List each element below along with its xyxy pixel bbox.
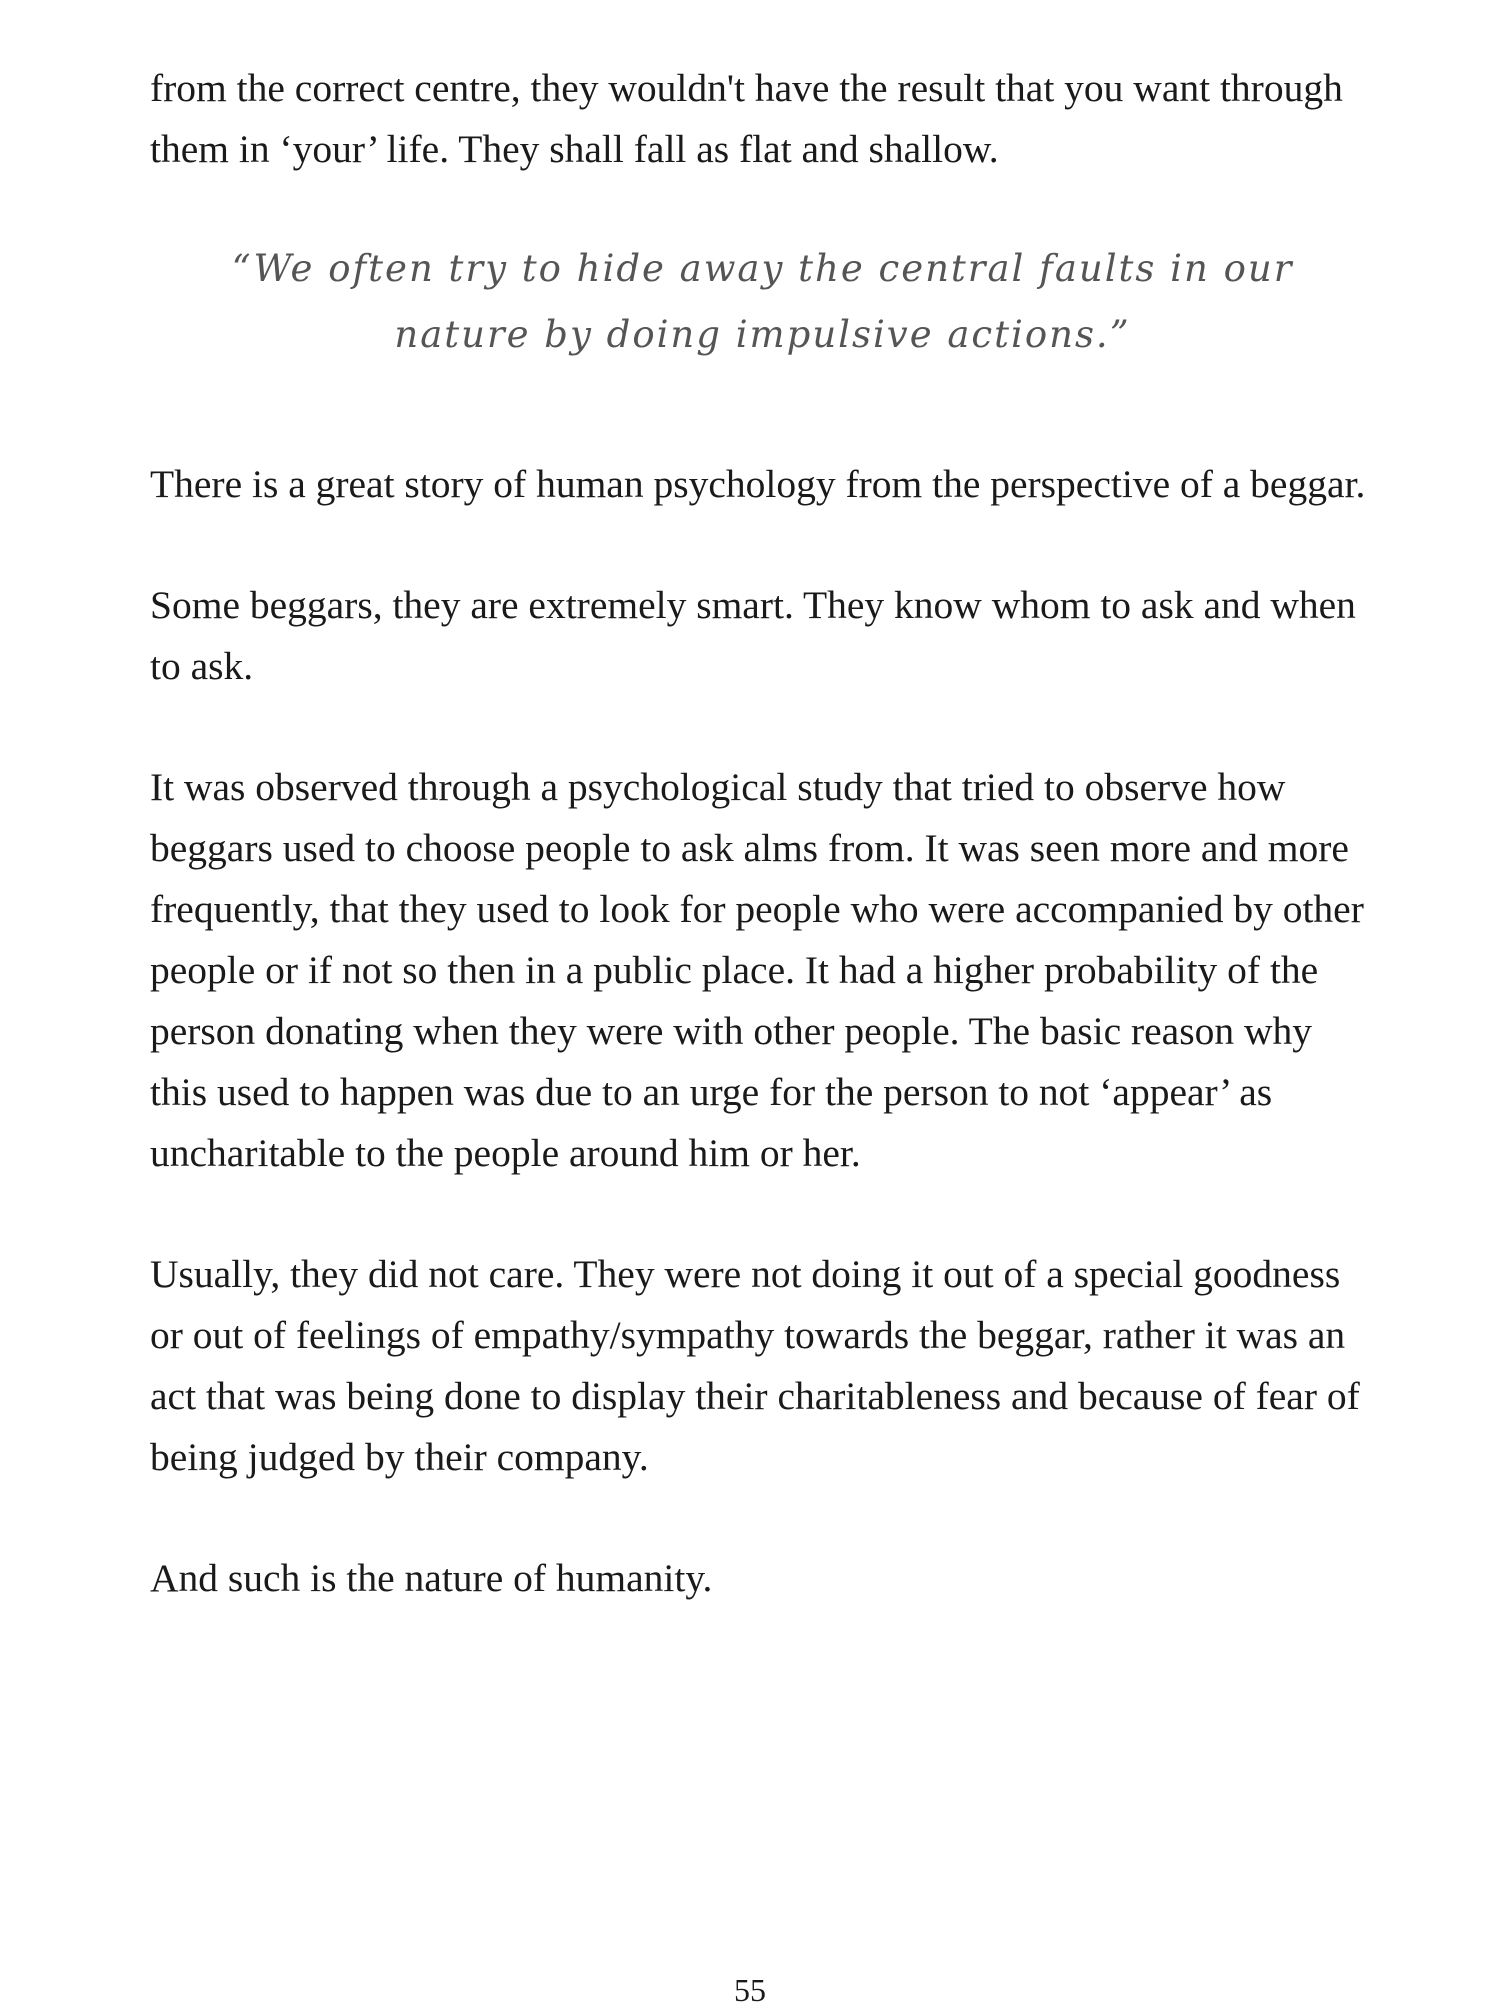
page-number: 55 bbox=[734, 1972, 766, 2008]
paragraph-psychological-study: It was observed through a psychological study that tried to observe how beggars used to choose people to ask alms from. It was seen more and more frequently, that they used to look for people who were accompanied by other people or if not so then in a public place. It had a higher probability of the person donating when they were with other people. The basic reason why this used to happen was due to an urge for the person to not ‘appear’ as uncharitable to the people around him or her. bbox=[150, 765, 1364, 1175]
page-body bbox=[150, 58, 1375, 1609]
paragraph-did-not-care: Usually, they did not care. They were not doing it out of a special goodness or out of feelings of empathy/sympathy towards the beggar, rather it was an act that was being done to display their charitableness and because of fear of being judged by their company. bbox=[150, 1252, 1360, 1479]
paragraph-smart-beggars: Some beggars, they are extremely smart. They know whom to ask and when to ask. bbox=[150, 583, 1356, 688]
pull-quote: “We often try to hide away the central faults in our nature by doing impulsive actions.” bbox=[231, 247, 1294, 356]
paragraph-nature-of-humanity: And such is the nature of humanity. bbox=[150, 1556, 713, 1600]
opening-paragraph: from the correct centre, they wouldn't have the result that you want through them in ‘your’ life. They shall fall as flat and shallow. bbox=[150, 66, 1343, 171]
paragraph-beggar-story: There is a great story of human psychology from the perspective of a beggar. bbox=[150, 462, 1366, 506]
